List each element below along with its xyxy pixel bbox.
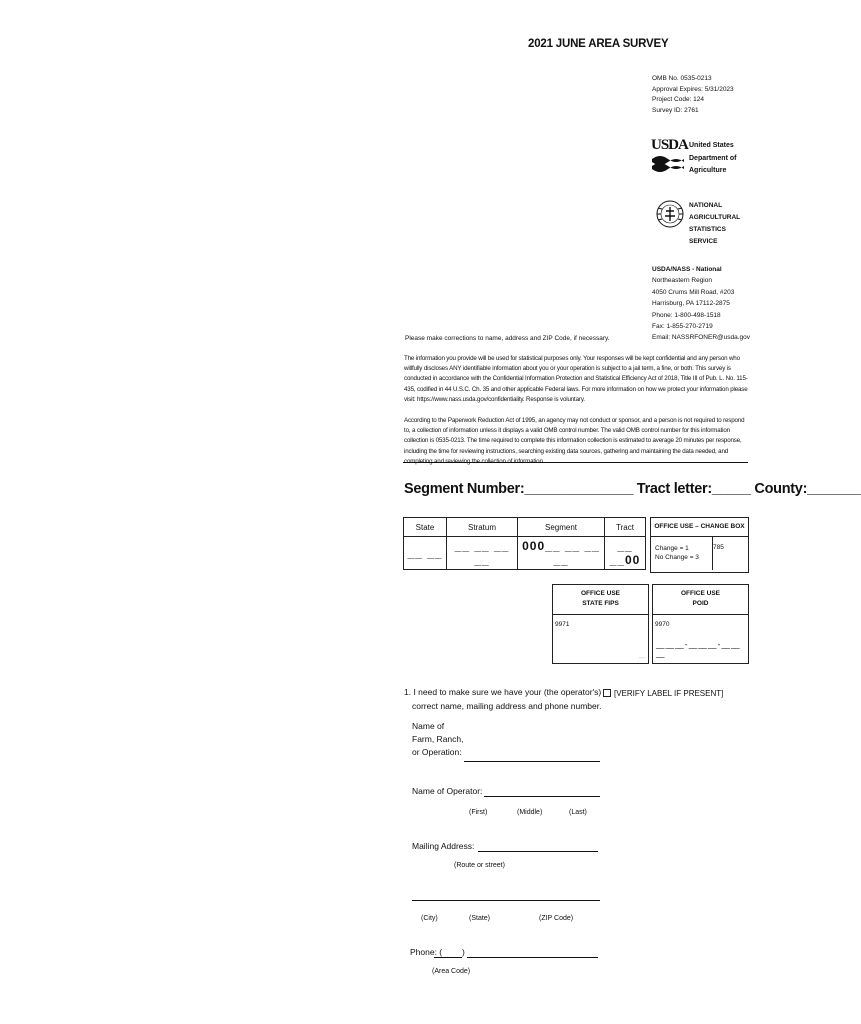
phone-number-field[interactable] (467, 957, 598, 958)
first-name-hint: (First) (469, 809, 488, 816)
id-table-header-row (404, 518, 646, 537)
change-box-entry[interactable] (712, 536, 748, 570)
state-fips-box[interactable] (552, 584, 649, 664)
route-street-hint: (Route or street) (454, 862, 505, 869)
area-code-hint: (Area Code) (432, 968, 471, 975)
office-address (652, 264, 750, 344)
farm-name-field[interactable] (464, 761, 600, 762)
address-title: USDA/NASS - National (652, 266, 722, 273)
phone-line: Phone: 1-800-498-1518 (652, 311, 721, 319)
question-1-line2: correct name, mailing address and phone number. (412, 701, 602, 711)
usda-line: United States (689, 142, 734, 149)
omb-info (652, 74, 734, 116)
nass-line: NATIONAL (689, 202, 723, 209)
state-header: State (404, 518, 447, 537)
city-state-zip-field[interactable] (412, 900, 600, 901)
usda-line: Agriculture (689, 167, 727, 174)
state-fips-code: 9971 (555, 621, 570, 628)
checkbox-icon[interactable] (603, 689, 611, 697)
change-label: Change = 1 (655, 545, 689, 552)
poid-entry: __ __ __ - __ __ __ - __ __ __ (656, 640, 740, 658)
usda-line: Department of (689, 154, 737, 162)
farm-name-label-line: Name of (412, 721, 445, 731)
tract-header: Tract (605, 518, 646, 537)
divider (403, 462, 748, 463)
operator-name-field[interactable] (484, 796, 600, 797)
state-value[interactable]: __ __ (404, 537, 447, 570)
nass-line: STATISTICS (689, 226, 726, 233)
middle-name-hint: (Middle) (517, 809, 543, 816)
state-fips-header-line: STATE FIPS (582, 600, 619, 607)
change-box-legend (655, 544, 699, 562)
change-box-header: OFFICE USE – CHANGE BOX (651, 518, 748, 537)
poid-code: 9970 (655, 621, 670, 628)
area-code-field[interactable] (434, 957, 462, 958)
question-1-line1: 1. I need to make sure we have your (the operator's) (404, 687, 602, 697)
poid-box[interactable] (652, 584, 749, 664)
project-code: Project Code: 124 (652, 96, 705, 103)
usda-logo-text: USDA (651, 137, 688, 153)
survey-title: 2021 JUNE AREA SURVEY (528, 38, 669, 50)
usda-name (689, 140, 736, 178)
id-table-value-row (404, 537, 646, 570)
verify-label-checkbox[interactable] (603, 689, 723, 698)
tract-value[interactable]: __ __00 (605, 537, 646, 570)
poid-header-line: OFFICE USE (680, 590, 720, 597)
mailing-address-label: Mailing Address: (412, 841, 475, 851)
change-box-code: 785 (713, 544, 724, 551)
city-hint: (City) (421, 915, 438, 922)
farm-name-label-line: Farm, Ranch, (412, 734, 464, 744)
verify-label-text: [VERIFY LABEL IF PRESENT] (614, 689, 724, 698)
segment-value[interactable]: 000__ __ __ __ (518, 537, 605, 570)
email-line: Email: NASSRFONER@usda.gov (652, 334, 750, 342)
nass-line: AGRICULTURAL (689, 214, 741, 221)
segment-header: Segment (518, 518, 605, 537)
operator-name-label: Name of Operator: (412, 786, 483, 796)
farm-name-label (412, 720, 464, 759)
segment-tract-county-line: Segment Number:______________ Tract letter:_____ County:_______ (404, 481, 861, 497)
nass-name (689, 200, 740, 248)
no-change-label: No Change = 3 (655, 554, 699, 561)
question-1 (404, 685, 601, 713)
farm-name-label-line: or Operation: (412, 747, 462, 757)
fine-print: ⁃⁃⁃⁃ (639, 656, 645, 660)
usda-logo-icon (651, 135, 688, 175)
phone-label: Phone: ( (410, 947, 443, 957)
id-table (403, 517, 646, 570)
nass-seal-icon (655, 188, 685, 240)
state-hint: (State) (469, 915, 491, 922)
confidentiality-paragraph: The information you provide will be used for statistical purposes only. Your responses will be kept confidential and any person who willfully discloses ANY identifiable information about you or your operation is subject to a jail term, a fine, or both. This survey is conducted in accordance with the Confidential Information Protection and Statistical Efficiency Act of 2018, Title III of Pub. L. No. 115-435, codified in 44 U.S.C. Ch. 35 and other applicable Federal laws. For more information on how we protect your information please visit: https://www.nass.usda.gov/confidentiality. Response is voluntary. (404, 355, 748, 403)
state-fips-header (553, 585, 648, 615)
mailing-address-field[interactable] (478, 851, 598, 852)
address-line: Harrisburg, PA 17112-2875 (652, 300, 730, 308)
change-box (650, 517, 749, 573)
last-name-hint: (Last) (569, 809, 587, 816)
omb-number: OMB No. 0535-0213 (652, 75, 712, 82)
nass-line: SERVICE (689, 238, 718, 245)
stratum-header: Stratum (447, 518, 518, 537)
corrections-note: Please make corrections to name, address and ZIP Code, if necessary. (405, 335, 610, 342)
phone-paren-close: ) (462, 947, 465, 957)
survey-id: Survey ID: 2761 (652, 106, 699, 114)
address-line: Northeastern Region (652, 277, 712, 285)
poid-header (653, 585, 748, 615)
paperwork-paragraph: According to the Paperwork Reduction Act of 1995, an agency may not conduct or sponsor, and a person is not required to respond to, a collection of information unless it displays a valid OMB control number. The valid OMB control number for this information collection is 0535-0213. The time required to complete this information collection is estimated to average 20 minutes per response, including the time for reviewing instructions, searching existing data sources, gathering and maintaining the data needed, and completing and reviewing the collection of information. (404, 417, 745, 465)
state-fips-header-line: OFFICE USE (580, 590, 620, 597)
poid-header-line: POID (692, 600, 709, 607)
approval-expires: Approval Expires: 5/31/2023 (652, 85, 734, 93)
zip-code-hint: (ZIP Code) (539, 915, 574, 922)
address-line: 4050 Crums Mill Road, #203 (652, 288, 735, 296)
fax-line: Fax: 1-855-270-2719 (652, 323, 713, 331)
stratum-value[interactable]: __ __ __ __ (447, 537, 518, 570)
